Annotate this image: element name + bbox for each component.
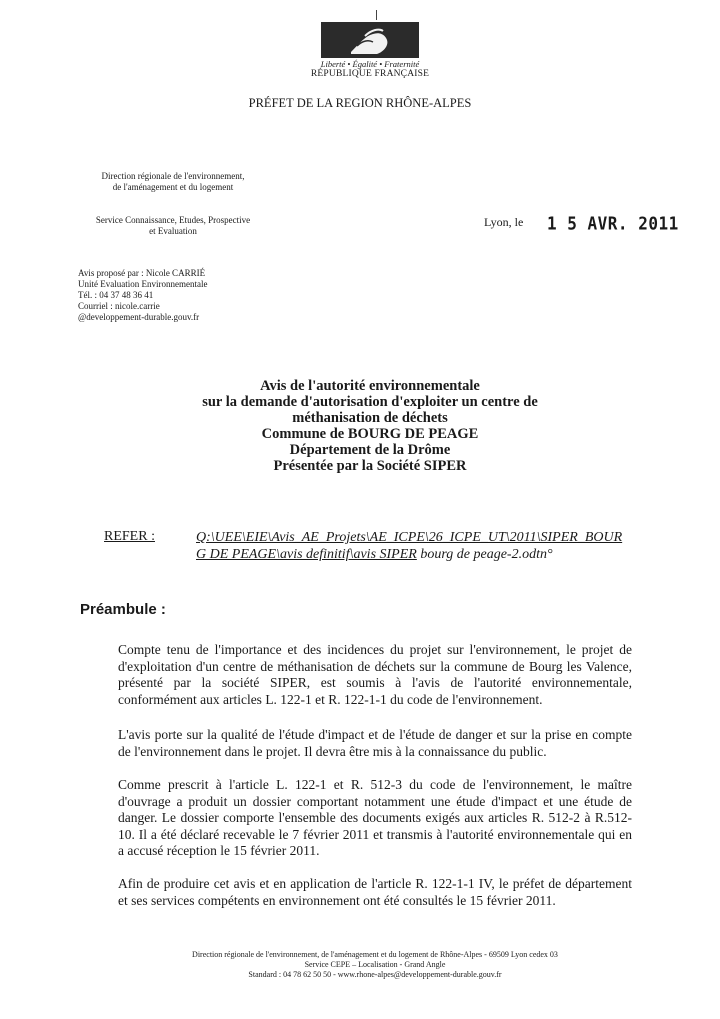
refer-path xyxy=(196,529,628,563)
republic-name: RÉPUBLIQUE FRANÇAISE xyxy=(310,69,430,79)
footer-line: Direction régionale de l'environnement, de l'aménagement et du logement de Rhône-Alpes - 69509 Lyon cedex 03 xyxy=(192,950,558,959)
contact-line: Unité Evaluation Environnementale xyxy=(78,279,208,289)
refer-path-underlined: Q:\UEE\EIE\Avis_AE_Projets\AE_ICPE\26_ICPE_UT\2011\SIPER_BOUR G DE PEAGE\avis definitif\avis SIPER xyxy=(196,530,623,562)
contact-line: Courriel : nicole.carrie xyxy=(78,301,160,311)
scan-mark xyxy=(376,10,377,20)
marianne-logo-graphic xyxy=(321,22,419,58)
contact-line: Avis proposé par : Nicole CARRIÉ xyxy=(78,268,206,278)
place-label: Lyon, le xyxy=(484,215,524,229)
preamble-paragraph: Afin de produire cet avis et en application de l'article R. 122-1-1 IV, le préfet de département et ses services compétents en environnement ont été consultés le 15 février 2011. xyxy=(118,876,632,908)
service-line: et Evaluation xyxy=(149,226,197,236)
sender-service xyxy=(78,215,268,237)
title-line: méthanisation de déchets xyxy=(292,410,448,426)
republic-motto: Liberté • Égalité • Fraternité xyxy=(320,59,420,69)
sender-direction xyxy=(78,171,268,193)
preamble-heading: Préambule : xyxy=(80,601,166,618)
direction-line: Direction régionale de l'environnement, xyxy=(101,171,245,181)
title-line: Département de la Drôme xyxy=(289,442,451,458)
preamble-paragraph: Compte tenu de l'importance et des incidences du projet sur l'environnement, le projet de d'exploitation d'un centre de méthanisation de déchets sur la commune de Bourg les Valence, présenté par la société SIPER, est soumis à l'avis de l'autorité environnementale, conformément aux articles L. 122-1 et R. 122-1-1 du code de l'environnement. xyxy=(118,642,632,707)
contact-line: Tél. : 04 37 48 36 41 xyxy=(78,290,154,300)
document-title xyxy=(150,378,590,474)
contact-line: @developpement-durable.gouv.fr xyxy=(78,312,200,322)
refer-path-rest: bourg de peage-2.odtn° xyxy=(416,547,553,562)
title-line: Présentée par la Société SIPER xyxy=(273,458,467,474)
refer-label: REFER : xyxy=(104,529,155,544)
title-line: sur la demande d'autorisation d'exploiter un centre de xyxy=(202,394,538,410)
direction-line: de l'aménagement et du logement xyxy=(112,182,234,192)
title-line: Commune de BOURG DE PEAGE xyxy=(261,426,479,442)
footer-line: Standard : 04 78 62 50 50 - www.rhone-alpes@developpement-durable.gouv.fr xyxy=(248,970,502,979)
preamble-paragraph: L'avis porte sur la qualité de l'étude d'impact et de l'étude de danger et sur la prise en compte de l'environnement dans le projet. Il devra être mis à la connaissance du public. xyxy=(118,727,632,759)
service-line: Service Connaissance, Etudes, Prospective xyxy=(95,215,251,225)
date-stamp: 1 5 AVR. 2011 xyxy=(547,213,679,234)
contact-block xyxy=(78,268,278,323)
preamble-paragraph: Comme prescrit à l'article L. 122-1 et R. 512-3 du code de l'environnement, le maître d'ouvrage a produit un dossier comportant notamment une étude d'impact et une étude de danger. Le dossier comporte l'ensemble des documents exigés aux articles R. 512-2 à R.512-10. Il a été déclaré recevable le 7 février 2011 et transmis à l'autorité environnementale qui en a accusé réception le 15 février 2011. xyxy=(118,777,632,858)
marianne-logo xyxy=(321,22,419,58)
page-footer xyxy=(80,950,670,980)
footer-line: Service CEPE – Localisation - Grand Angle xyxy=(304,960,446,969)
prefet-heading: PRÉFET DE LA REGION RHÔNE-ALPES xyxy=(248,96,472,110)
title-line: Avis de l'autorité environnementale xyxy=(260,378,480,394)
